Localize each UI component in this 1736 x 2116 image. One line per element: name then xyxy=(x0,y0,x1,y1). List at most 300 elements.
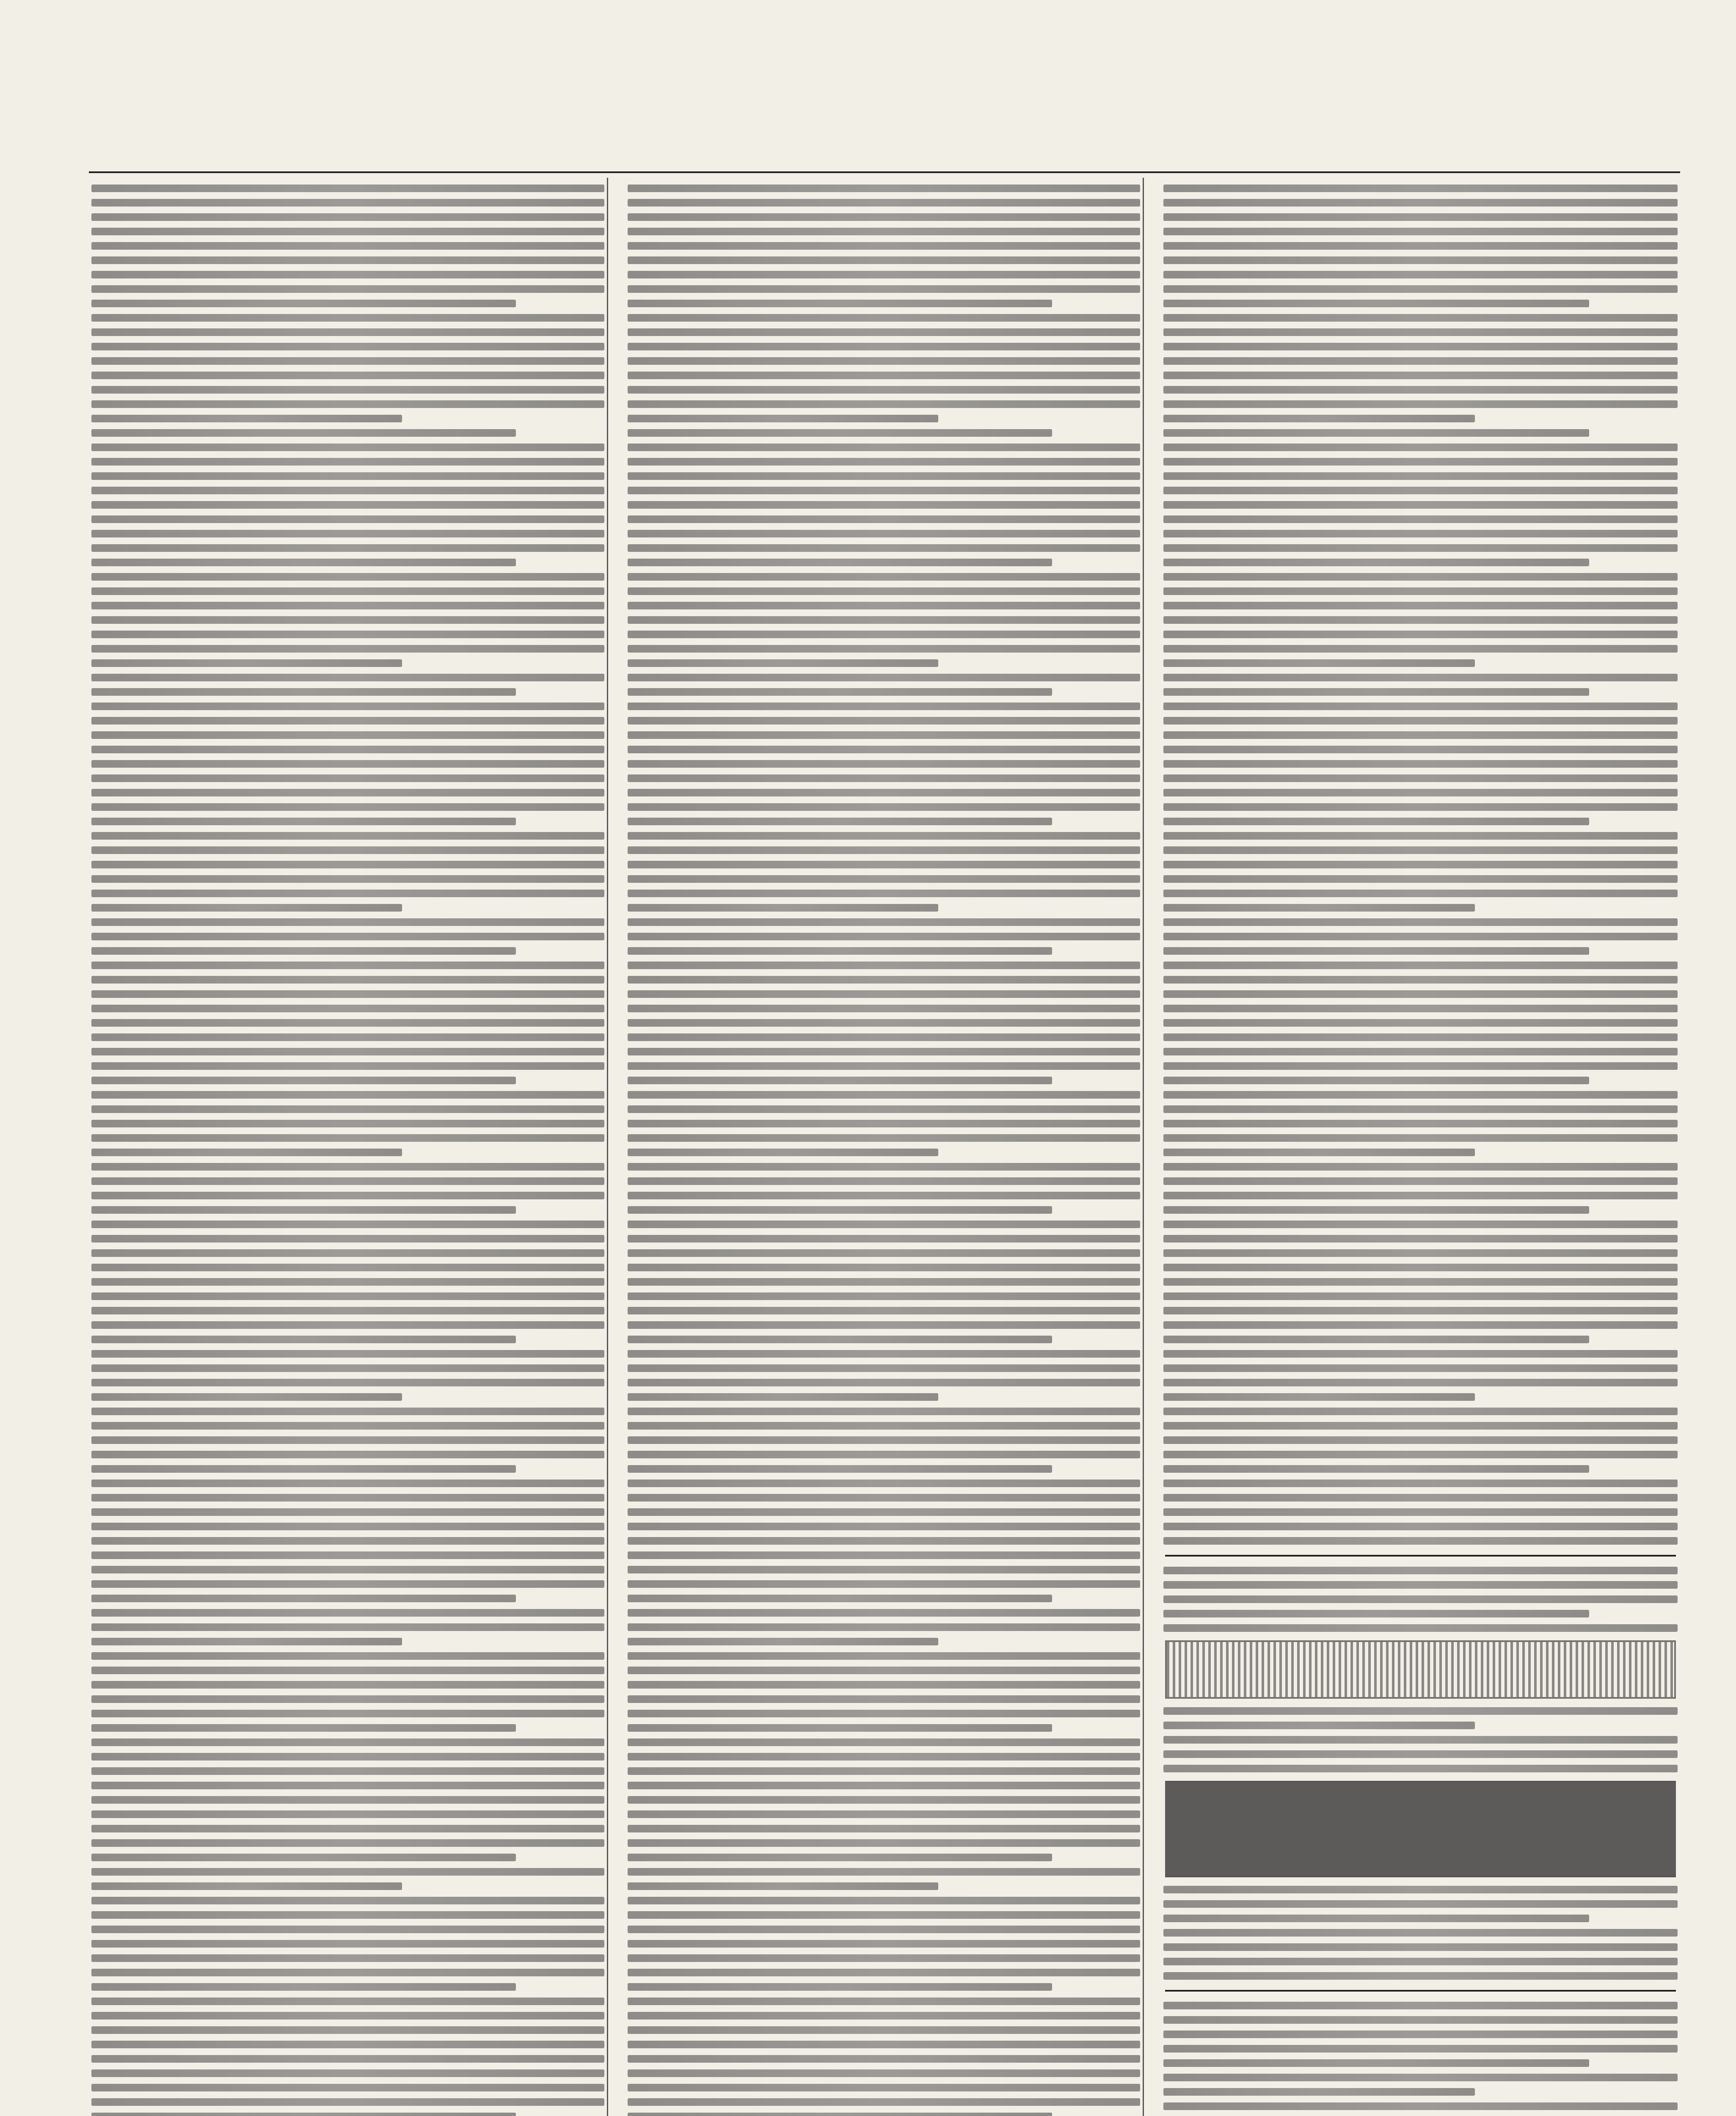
text-line xyxy=(1163,458,1678,466)
text-line xyxy=(628,616,1141,624)
text-line xyxy=(91,1854,516,1861)
text-line xyxy=(628,1062,1141,1070)
text-line xyxy=(91,1048,604,1055)
text-line xyxy=(1163,1292,1678,1300)
text-line xyxy=(628,1206,1052,1214)
text-line xyxy=(91,2041,604,2048)
text-line xyxy=(91,1926,604,1933)
text-line xyxy=(91,918,604,926)
text-line xyxy=(628,530,1141,537)
text-line xyxy=(628,1264,1141,1271)
text-line xyxy=(628,1940,1141,1948)
text-line xyxy=(1163,228,1678,235)
text-line xyxy=(628,933,1141,940)
text-line xyxy=(1163,2059,1589,2067)
text-line xyxy=(628,1465,1052,1473)
text-line xyxy=(91,602,604,609)
text-line xyxy=(1163,1235,1678,1243)
text-line xyxy=(628,1652,1141,1660)
text-line xyxy=(628,1105,1141,1113)
text-line xyxy=(628,875,1141,883)
text-line xyxy=(1163,602,1678,609)
text-line xyxy=(91,1667,604,1674)
text-line xyxy=(628,559,1052,566)
text-line xyxy=(1163,357,1678,365)
text-line xyxy=(628,976,1141,984)
text-line xyxy=(628,1307,1141,1314)
text-line xyxy=(1163,1408,1678,1415)
text-line xyxy=(91,674,604,681)
text-line xyxy=(1163,1019,1678,1027)
text-line xyxy=(1163,328,1678,336)
text-line xyxy=(628,832,1141,840)
text-line xyxy=(1163,300,1589,307)
text-line xyxy=(628,185,1141,192)
text-line xyxy=(91,213,604,221)
text-line xyxy=(1163,1508,1678,1516)
text-line xyxy=(1163,1264,1678,1271)
text-line xyxy=(1163,1581,1678,1589)
text-line xyxy=(628,1983,1052,1991)
text-line xyxy=(628,458,1141,466)
text-line xyxy=(1163,1177,1678,1185)
text-line xyxy=(91,1839,604,1847)
text-line xyxy=(628,1882,938,1890)
text-line xyxy=(91,746,604,753)
text-line xyxy=(1163,1149,1475,1156)
text-line xyxy=(1163,688,1589,696)
text-line xyxy=(91,1681,604,1689)
text-line xyxy=(628,1537,1141,1545)
text-line xyxy=(1163,890,1678,897)
text-line xyxy=(1163,659,1475,667)
text-line xyxy=(628,213,1141,221)
text-line xyxy=(91,2113,516,2116)
text-line xyxy=(628,1710,1141,1717)
text-line xyxy=(91,1451,604,1458)
text-line xyxy=(1163,2002,1678,2009)
text-line xyxy=(628,1926,1141,1933)
text-line xyxy=(91,1652,604,1660)
text-line xyxy=(1163,2031,1678,2038)
text-line xyxy=(91,1695,604,1703)
text-line xyxy=(628,1825,1141,1832)
text-line xyxy=(628,472,1141,480)
text-line xyxy=(628,1436,1141,1444)
text-line xyxy=(91,645,604,653)
text-line xyxy=(1163,1350,1678,1358)
text-line xyxy=(628,1292,1141,1300)
text-line xyxy=(91,1954,604,1962)
text-line xyxy=(628,2041,1141,2048)
text-line xyxy=(91,1983,516,1991)
text-line xyxy=(91,343,604,350)
text-line xyxy=(1163,285,1678,293)
text-line xyxy=(91,357,604,365)
text-line xyxy=(1163,587,1678,595)
text-line xyxy=(91,256,604,264)
text-line xyxy=(1163,1134,1678,1142)
text-line xyxy=(1163,832,1678,840)
text-line xyxy=(628,573,1141,581)
text-line xyxy=(91,1177,604,1185)
text-line xyxy=(628,1595,1052,1602)
text-line xyxy=(1163,1307,1678,1314)
text-line xyxy=(628,731,1141,739)
text-line xyxy=(91,386,604,394)
text-line xyxy=(91,1350,604,1358)
text-line xyxy=(628,1623,1141,1631)
text-line xyxy=(628,1192,1141,1199)
text-line xyxy=(1163,386,1678,394)
text-line xyxy=(91,1249,604,1257)
text-line xyxy=(628,2026,1141,2034)
text-line xyxy=(628,1177,1141,1185)
text-line xyxy=(628,703,1141,710)
text-line xyxy=(628,1609,1141,1617)
text-line xyxy=(628,487,1141,494)
text-line xyxy=(1163,976,1678,984)
text-line xyxy=(91,1508,604,1516)
text-line xyxy=(628,990,1141,998)
text-line xyxy=(628,1120,1141,1127)
text-line xyxy=(628,890,1141,897)
text-line xyxy=(628,1393,938,1401)
text-line xyxy=(1163,1523,1678,1530)
text-line xyxy=(1163,1465,1589,1473)
text-line xyxy=(628,1235,1141,1243)
text-line xyxy=(1163,789,1678,796)
text-line xyxy=(1163,1900,1678,1908)
text-line xyxy=(91,789,604,796)
text-line xyxy=(1163,199,1678,207)
text-line xyxy=(628,1724,1052,1732)
text-line xyxy=(91,1422,604,1430)
text-line xyxy=(628,242,1141,250)
text-line xyxy=(91,1494,604,1502)
text-line xyxy=(628,1954,1141,1962)
text-line xyxy=(1163,487,1678,494)
text-line xyxy=(628,1278,1141,1286)
text-line xyxy=(628,746,1141,753)
text-line xyxy=(628,587,1141,595)
text-line xyxy=(91,1221,604,1228)
text-line xyxy=(91,1149,402,1156)
text-line xyxy=(91,1911,604,1919)
text-line xyxy=(628,674,1141,681)
text-line xyxy=(1163,875,1678,883)
text-line xyxy=(628,228,1141,235)
text-line xyxy=(628,1350,1141,1358)
text-line xyxy=(1163,1163,1678,1171)
text-line xyxy=(628,1681,1141,1689)
text-line xyxy=(1163,242,1678,250)
text-line xyxy=(1163,2088,1475,2096)
text-line xyxy=(91,400,604,408)
text-line xyxy=(628,2084,1141,2091)
text-line xyxy=(91,185,604,192)
text-line xyxy=(91,1537,604,1545)
text-line xyxy=(1163,1537,1678,1545)
text-line xyxy=(91,1566,604,1573)
text-line xyxy=(628,271,1141,278)
text-line xyxy=(628,1163,1141,1171)
text-line xyxy=(1163,1422,1678,1430)
text-line xyxy=(1163,544,1678,552)
text-line xyxy=(91,587,604,595)
text-line xyxy=(628,1998,1141,2005)
text-line xyxy=(1163,2016,1678,2024)
text-line xyxy=(628,285,1141,293)
text-line xyxy=(91,1724,516,1732)
text-line xyxy=(1163,1336,1589,1343)
text-line xyxy=(628,1969,1141,1976)
text-line xyxy=(1163,213,1678,221)
text-line xyxy=(1163,1765,1678,1772)
text-line xyxy=(628,1336,1052,1343)
section-rule xyxy=(1165,1990,1676,1992)
text-line xyxy=(1163,904,1475,912)
text-line xyxy=(91,659,402,667)
text-line xyxy=(91,731,604,739)
text-line xyxy=(628,415,938,422)
text-line xyxy=(628,1695,1141,1703)
text-line xyxy=(91,1782,604,1789)
text-line xyxy=(91,429,516,437)
text-line xyxy=(1163,559,1589,566)
text-line xyxy=(1163,400,1678,408)
column-2 xyxy=(625,178,1144,2116)
text-line xyxy=(628,688,1052,696)
text-line xyxy=(1163,1005,1678,1012)
text-line xyxy=(1163,731,1678,739)
text-line xyxy=(1163,1624,1678,1632)
header-right xyxy=(1646,149,1680,169)
text-line xyxy=(91,487,604,494)
text-line xyxy=(1163,2074,1678,2081)
text-line xyxy=(1163,1886,1678,1893)
text-line xyxy=(1163,1393,1475,1401)
text-line xyxy=(91,933,604,940)
text-line xyxy=(628,918,1141,926)
text-line xyxy=(91,1364,604,1372)
text-line xyxy=(1163,372,1678,379)
text-line xyxy=(628,400,1141,408)
text-line xyxy=(628,717,1141,725)
text-line xyxy=(1163,990,1678,998)
text-line xyxy=(1163,1077,1589,1084)
text-line xyxy=(1163,1494,1678,1502)
text-line xyxy=(91,300,516,307)
text-line xyxy=(628,1551,1141,1559)
text-line xyxy=(628,1796,1141,1804)
text-line xyxy=(91,818,516,825)
text-line xyxy=(1163,861,1678,868)
text-line xyxy=(91,559,516,566)
text-line xyxy=(628,386,1141,394)
text-line xyxy=(628,1408,1141,1415)
text-line xyxy=(91,1551,604,1559)
text-line xyxy=(628,1077,1052,1084)
text-line xyxy=(91,1580,604,1588)
text-line xyxy=(1163,472,1678,480)
text-line xyxy=(91,1206,516,1214)
text-line xyxy=(1163,271,1678,278)
text-line xyxy=(91,1969,604,1976)
text-line xyxy=(628,1810,1141,1818)
text-line xyxy=(91,1134,604,1142)
text-line xyxy=(628,1321,1141,1329)
text-line xyxy=(91,1609,604,1617)
text-line xyxy=(91,372,604,379)
text-line xyxy=(628,1566,1141,1573)
text-line xyxy=(628,645,1141,653)
column-1 xyxy=(89,178,608,2116)
text-line xyxy=(628,544,1141,552)
text-line xyxy=(91,501,604,509)
text-line xyxy=(91,1278,604,1286)
text-line xyxy=(628,1753,1141,1761)
text-line xyxy=(91,415,402,422)
text-line xyxy=(628,1667,1141,1674)
text-line xyxy=(91,2012,604,2020)
text-line xyxy=(1163,256,1678,264)
text-line xyxy=(1163,1958,1678,1965)
text-line xyxy=(91,458,604,466)
text-line xyxy=(91,573,604,581)
text-line xyxy=(91,1825,604,1832)
text-line xyxy=(1163,343,1678,350)
text-line xyxy=(91,1120,604,1127)
text-line xyxy=(628,429,1052,437)
text-line xyxy=(91,890,604,897)
column-3 xyxy=(1161,178,1680,2116)
text-line xyxy=(91,1897,604,1904)
text-line xyxy=(91,1408,604,1415)
text-line xyxy=(1163,703,1678,710)
text-line xyxy=(628,962,1141,969)
text-line xyxy=(628,1422,1141,1430)
text-line xyxy=(1163,674,1678,681)
text-line xyxy=(628,501,1141,509)
text-line xyxy=(91,1523,604,1530)
text-line xyxy=(1163,185,1678,192)
text-line xyxy=(1163,1750,1678,1758)
text-line xyxy=(1163,1567,1678,1574)
text-line xyxy=(628,1480,1141,1487)
text-line xyxy=(628,602,1141,609)
text-line xyxy=(628,818,1052,825)
text-line xyxy=(1163,1206,1589,1214)
text-line xyxy=(91,1235,604,1243)
text-line xyxy=(628,1249,1141,1257)
text-line xyxy=(91,444,604,451)
text-line xyxy=(1163,717,1678,725)
text-line xyxy=(1163,573,1678,581)
text-line xyxy=(1163,314,1678,322)
text-line xyxy=(1163,1278,1678,1286)
text-line xyxy=(628,2098,1141,2106)
text-line xyxy=(628,789,1141,796)
text-line xyxy=(1163,631,1678,638)
text-line xyxy=(628,199,1141,207)
text-line xyxy=(91,1393,402,1401)
text-line xyxy=(628,659,938,667)
text-line xyxy=(1163,530,1678,537)
text-line xyxy=(91,1321,604,1329)
text-line xyxy=(91,1940,604,1948)
text-line xyxy=(91,515,604,523)
text-line xyxy=(91,1105,604,1113)
text-line xyxy=(91,2098,604,2106)
text-line xyxy=(91,1264,604,1271)
text-line xyxy=(628,1364,1141,1372)
page-header xyxy=(89,146,1680,173)
text-line xyxy=(628,328,1141,336)
text-line xyxy=(91,328,604,336)
text-line xyxy=(91,616,604,624)
text-line xyxy=(1163,1972,1678,1980)
text-line xyxy=(91,1292,604,1300)
text-line xyxy=(628,1451,1141,1458)
text-line xyxy=(628,1739,1141,1746)
text-line xyxy=(628,343,1141,350)
text-line xyxy=(628,846,1141,854)
text-line xyxy=(91,904,402,912)
text-line xyxy=(628,1911,1141,1919)
text-line xyxy=(91,271,604,278)
text-line xyxy=(91,1710,604,1717)
text-line xyxy=(1163,616,1678,624)
text-line xyxy=(628,1019,1141,1027)
text-line xyxy=(1163,774,1678,782)
text-line xyxy=(628,1868,1141,1876)
text-line xyxy=(91,530,604,537)
text-line xyxy=(1163,1943,1678,1951)
text-line xyxy=(1163,1221,1678,1228)
text-line xyxy=(1163,1091,1678,1099)
text-line xyxy=(1163,1929,1678,1937)
text-line xyxy=(91,774,604,782)
text-line xyxy=(91,760,604,768)
text-line xyxy=(91,544,604,552)
text-line xyxy=(91,846,604,854)
text-line xyxy=(628,1839,1141,1847)
text-line xyxy=(628,1508,1141,1516)
text-line xyxy=(1163,918,1678,926)
text-line xyxy=(91,2069,604,2077)
text-line xyxy=(628,1638,938,1645)
text-line xyxy=(1163,1436,1678,1444)
text-line xyxy=(628,1897,1141,1904)
text-line xyxy=(628,1149,938,1156)
text-line xyxy=(628,1048,1141,1055)
text-line xyxy=(1163,429,1589,437)
text-line xyxy=(628,904,938,912)
text-line xyxy=(628,1580,1141,1588)
text-line xyxy=(91,314,604,322)
text-line xyxy=(628,1523,1141,1530)
text-line xyxy=(628,2113,1052,2116)
advertisement-block xyxy=(1165,1781,1676,1877)
text-line xyxy=(91,1595,516,1602)
text-line xyxy=(628,357,1141,365)
text-line xyxy=(1163,1105,1678,1113)
text-line xyxy=(1163,501,1678,509)
text-line xyxy=(91,1882,402,1890)
text-line xyxy=(91,962,604,969)
text-line xyxy=(628,760,1141,768)
